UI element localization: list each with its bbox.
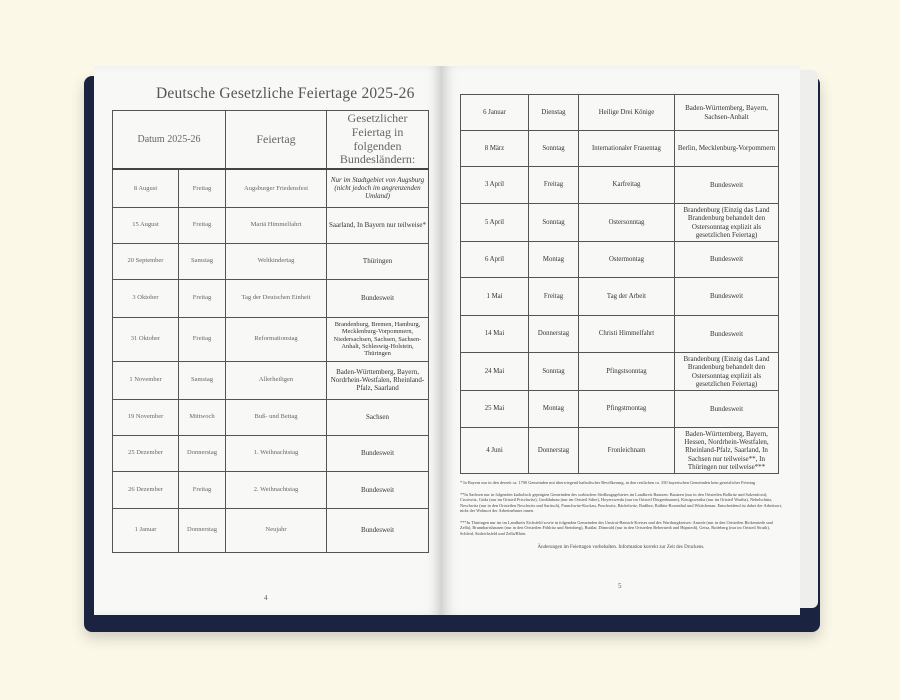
cell-holiday: Mariä Himmelfahrt xyxy=(226,207,327,243)
cell-holiday: Ostermontag xyxy=(579,242,675,278)
cell-holiday: Tag der Deutschen Einheit xyxy=(226,279,327,317)
cell-states: Brandenburg (Einzig das Land Brandenburg behandelt den Ostersonntag explizit als gesetzlichen Feiertag) xyxy=(675,353,779,391)
table-row xyxy=(461,391,779,428)
cell-states: Bundesweit xyxy=(327,471,429,508)
cell-holiday: Augsburger Friedensfest xyxy=(226,169,327,207)
cell-day: Donnerstag xyxy=(179,508,226,552)
cell-holiday: Pfingstsonntag xyxy=(579,353,675,391)
table-row xyxy=(461,242,779,278)
cell-day: Mittwoch xyxy=(179,399,226,435)
cell-day: Freitag xyxy=(179,279,226,317)
cell-day: Donnerstag xyxy=(529,428,579,474)
cell-date: 25 Mai xyxy=(461,391,529,428)
cell-holiday: Neujahr xyxy=(226,508,327,552)
cell-states: Bundesweit xyxy=(675,167,779,204)
cell-states: Bundesweit xyxy=(675,391,779,428)
cell-date: 4 Juni xyxy=(461,428,529,474)
cell-date: 1 Mai xyxy=(461,278,529,316)
page-number-right: 5 xyxy=(618,582,622,590)
cell-day: Donnerstag xyxy=(529,316,579,353)
cell-day: Freitag xyxy=(179,207,226,243)
cell-day: Freitag xyxy=(529,278,579,316)
table-row xyxy=(461,95,779,131)
cell-holiday: Pfingstmontag xyxy=(579,391,675,428)
cell-states: Bundesweit xyxy=(327,279,429,317)
cell-day: Freitag xyxy=(179,471,226,508)
cell-holiday: Fronleichnam xyxy=(579,428,675,474)
cell-date: 3 Oktober xyxy=(113,279,179,317)
table-row xyxy=(113,243,429,279)
table-row xyxy=(113,279,429,317)
cell-date: 8 August xyxy=(113,169,179,207)
cell-states: Brandenburg (Einzig das Land Brandenburg behandelt den Ostersonntag explizit als gesetzlichen Feiertag) xyxy=(675,204,779,242)
cell-day: Montag xyxy=(529,242,579,278)
cell-day: Sonntag xyxy=(529,131,579,167)
cell-date: 6 Januar xyxy=(461,95,529,131)
table-row xyxy=(461,428,779,474)
cell-states: Nur im Stadtgebiet von Augsburg (nicht jedoch im angrenzenden Umland) xyxy=(327,169,429,207)
table-row xyxy=(113,317,429,361)
cell-holiday: 1. Weihnachtstag xyxy=(226,435,327,471)
cell-holiday: Reformationstag xyxy=(226,317,327,361)
cell-states: Brandenburg, Bremen, Hamburg, Mecklenburg-Vorpommern, Niedersachsen, Sachsen, Sachsen-Anhalt, Schleswig-Holstein, Thüringen xyxy=(327,317,429,361)
cell-date: 14 Mai xyxy=(461,316,529,353)
cell-day: Freitag xyxy=(179,169,226,207)
cell-states: Bundesweit xyxy=(675,316,779,353)
cell-day: Sonntag xyxy=(529,204,579,242)
cell-date: 31 Oktober xyxy=(113,317,179,361)
table-row xyxy=(461,353,779,391)
table-row xyxy=(113,207,429,243)
cell-states: Bundesweit xyxy=(675,242,779,278)
table-row xyxy=(113,399,429,435)
cell-holiday: Heilige Drei Könige xyxy=(579,95,675,131)
cell-states: Baden-Württemberg, Bayern, Nordrhein-Westfalen, Rheinland-Pfalz, Saarland xyxy=(327,361,429,399)
table-header-row xyxy=(113,111,429,170)
cell-states: Saarland, In Bayern nur teilweise* xyxy=(327,207,429,243)
cell-date: 20 September xyxy=(113,243,179,279)
cell-states: Bundesweit xyxy=(327,508,429,552)
table-row xyxy=(461,131,779,167)
footnote-3: ***In Thüringen nur im im Landkreis Eichsfeld sowie in folgenden Gemeinden des Unstrut-Hainich-Kreises und des Wartburgkreises: Anrode (nur in den Ortsteilen Bickenriede und Zella), Brunnhartshausen (nur in den Ortsteilen Föhlritz und Steinberg), Buttlar, Dünwald (nur in den Ortsteilen Beberstedt und Hüpstedt), Geisa, Rodeberg (nur im Ortsteil Struth), Schleid, Südeichsfeld und Zella/Rhön. xyxy=(460,519,773,537)
cell-holiday: Ostersonntag xyxy=(579,204,675,242)
table-row xyxy=(461,204,779,242)
cell-day: Montag xyxy=(529,391,579,428)
cell-holiday: Christi Himmelfahrt xyxy=(579,316,675,353)
header-holiday: Feiertag xyxy=(226,111,327,170)
cell-date: 1 November xyxy=(113,361,179,399)
page-title: Deutsche Gesetzliche Feiertage 2025-26 xyxy=(156,85,415,102)
cell-date: 15 August xyxy=(113,207,179,243)
cell-states: Berlin, Mecklenburg-Vorpommern xyxy=(675,131,779,167)
cell-holiday: Karfreitag xyxy=(579,167,675,204)
cell-day: Samstag xyxy=(179,361,226,399)
cell-day: Samstag xyxy=(179,243,226,279)
page-edge xyxy=(800,70,818,608)
cell-day: Freitag xyxy=(179,317,226,361)
table-row xyxy=(461,167,779,204)
cell-holiday: 2. Weihnachtstag xyxy=(226,471,327,508)
footnote-closing: Änderungen im Feiertagen vorbehalten. Information korrekt zur Zeit des Druckens. xyxy=(537,544,705,550)
table-row xyxy=(113,435,429,471)
cell-states: Bundesweit xyxy=(327,435,429,471)
cell-holiday: Buß- und Bettag xyxy=(226,399,327,435)
cell-holiday: Tag der Arbeit xyxy=(579,278,675,316)
footnote-2: **In Sachsen nur in folgenden katholisch geprägten Gemeinden des sorbischen Siedlungsgebietes im Landkreis Bautzen: Bautzen (nur in den Ortsteilen Bolbritz und Salzenforst), Crostwitz, Göda (nur im Ortsteil Prischwitz), Großdubrau (nur im Ortsteil Sdier), Hoyerswerda (nur im Ortsteil Dörgenhausen), Königswartha (nur im Ortsteil Wartha), Nebelschütz, Neschwitz (nur in den Ortsteilen Neschwitz und Saritsch), Panschwitz-Kuckau, Puschwitz, Räckelwitz, Radibor, Ralbitz-Rosenthal und Wittichenau. Entscheidend ist dabei der Arbeitsort, nicht der Wohnort der Arbeitnehmer innen. xyxy=(460,491,783,514)
cell-day: Dienstag xyxy=(529,95,579,131)
table-row xyxy=(461,316,779,353)
left-holiday-table xyxy=(112,110,429,553)
cell-states: Sachsen xyxy=(327,399,429,435)
footnotes xyxy=(460,480,782,557)
cell-day: Donnerstag xyxy=(179,435,226,471)
cell-date: 6 April xyxy=(461,242,529,278)
cell-holiday: Allerheiligen xyxy=(226,361,327,399)
cell-date: 3 April xyxy=(461,167,529,204)
cell-holiday: Weltkindertag xyxy=(226,243,327,279)
cell-day: Freitag xyxy=(529,167,579,204)
table-row xyxy=(113,361,429,399)
header-date: Datum 2025-26 xyxy=(113,111,226,170)
cell-date: 19 November xyxy=(113,399,179,435)
right-holiday-table xyxy=(460,94,779,474)
cell-date: 24 Mai xyxy=(461,353,529,391)
cell-states: Baden-Württemberg, Bayern, Hessen, Nordrhein-Westfalen, Rheinland-Pfalz, Saarland, In Sachsen nur teilweise**, In Thüringen nur teilweise*** xyxy=(675,428,779,474)
cell-states: Baden-Württemberg, Bayern, Sachsen-Anhalt xyxy=(675,95,779,131)
cell-holiday: Internationaler Frauentag xyxy=(579,131,675,167)
cell-date: 8 März xyxy=(461,131,529,167)
table-row xyxy=(113,169,429,207)
cell-date: 26 Dezember xyxy=(113,471,179,508)
page-number-left: 4 xyxy=(264,594,268,602)
header-states: Gesetzlicher Feiertag in folgenden Bundesländern: xyxy=(327,111,429,170)
footnote-1: * In Bayern nur in den derzeit ca. 1700 Gemeinden mit überwiegend katholischer Bevölkerung, in den restlichen ca. 350 bayerischen Gemeinden kein gesetzlicher Feiertag xyxy=(460,480,756,485)
cell-date: 25 Dezember xyxy=(113,435,179,471)
table-row xyxy=(461,278,779,316)
cell-day: Sonntag xyxy=(529,353,579,391)
cell-date: 1 Januar xyxy=(113,508,179,552)
cell-date: 5 April xyxy=(461,204,529,242)
cell-states: Thüringen xyxy=(327,243,429,279)
table-row xyxy=(113,508,429,552)
cell-states: Bundesweit xyxy=(675,278,779,316)
table-row xyxy=(113,471,429,508)
